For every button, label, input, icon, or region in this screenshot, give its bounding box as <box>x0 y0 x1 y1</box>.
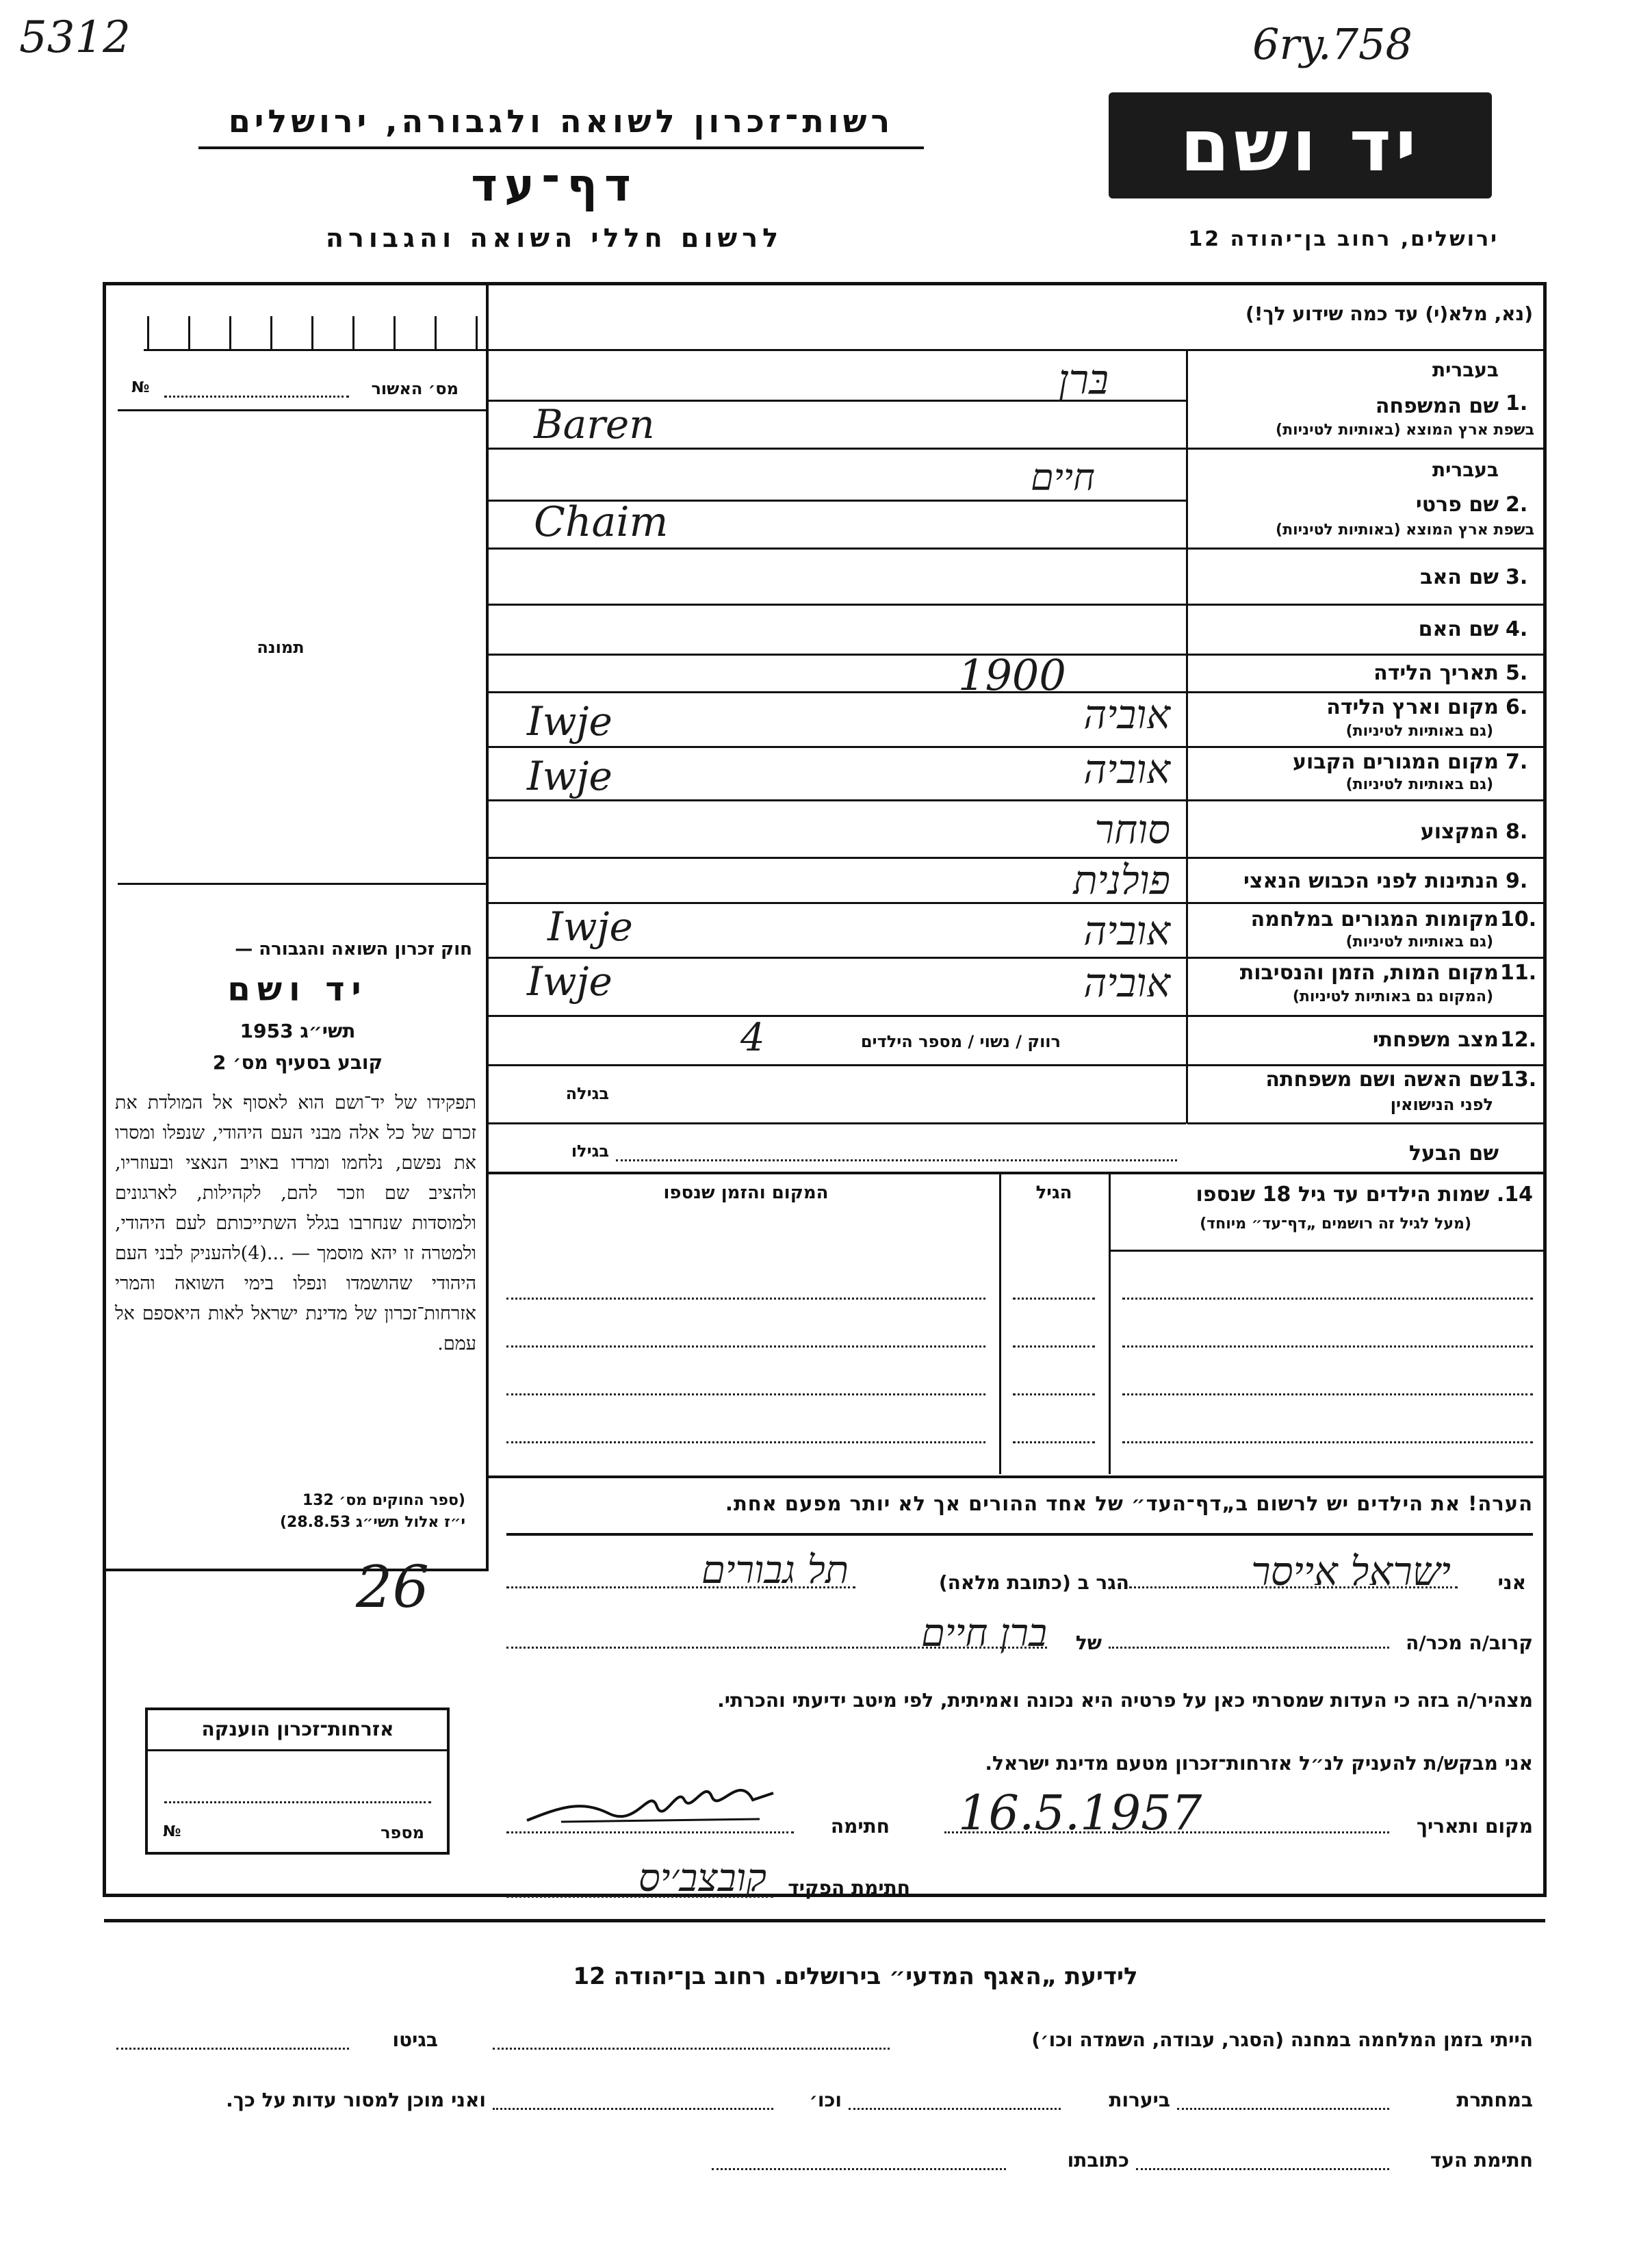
field-10-value: אוביה <box>1083 907 1170 954</box>
field-3-number: 3. <box>1506 565 1528 589</box>
field-11-number: 11. <box>1500 961 1537 985</box>
footer-line2-end: ואני מוכן למסור עדות על כך. <box>226 2089 486 2111</box>
field-9-number: 9. <box>1506 869 1528 893</box>
children-heading: 14. שמות הילדים עד גיל 18 שנספו <box>1196 1183 1533 1207</box>
field-11-note: (המקום גם באותיות לטיניות) <box>1292 988 1493 1005</box>
field-6-value-latin: Iwje <box>527 698 612 745</box>
field-10-label: מקומות המגורים במלחמה <box>1250 907 1499 931</box>
law-source: (ספר החוקים מס׳ 132 <box>302 1492 465 1509</box>
field-7-number: 7. <box>1506 750 1528 774</box>
field-1-value: בּרן <box>1058 356 1109 404</box>
approval-number-sign: № <box>131 379 150 396</box>
org-name: רשות־זכרון לשואה ולגבורה, ירושלים <box>228 103 894 140</box>
field-5-value: 1900 <box>958 650 1066 700</box>
address: ירושלים, רחוב בן־יהודה 12 <box>1188 227 1499 251</box>
field-2-value: חיים <box>1031 456 1095 499</box>
husband-age-label: בגילו <box>571 1142 609 1161</box>
field-12-label: מצב משפחתי <box>1372 1028 1499 1052</box>
children-col-place: המקום והזמן שנספו <box>663 1183 829 1203</box>
law-text: תפקידו של יד־ושם הוא לאסוף אל המולדת את זכרם של כל אלה מבני העם היהודי, שנפלו ומסרו את נפשם, נלחמו ומרדו באויב הנאצי ובעוזריו, ולהציב שם וזכר להם, לקהילות, לארגונים ולמוסדות שנחרבו בגלל השתייכותם לעם היהודי, ולמטרה זו יהא מוסמך — ...(4)להעניק לבני העם היהודי שהושמדו ונפלו בימי השואה והמרי אזרחות־זכרון של מדינת ישראל לאות היאספם אל עמם. <box>115 1092 476 1354</box>
footer-line2-mid: ביערות <box>1109 2089 1170 2111</box>
field-10-value-latin: Iwje <box>547 903 633 950</box>
field-4-label: שם האם <box>1418 617 1499 641</box>
field-10-number: 10. <box>1500 907 1537 931</box>
official-signature-label: חתימת הפקיד <box>788 1877 910 1899</box>
page-title: דף־עד <box>471 159 638 211</box>
field-2-number: 2. <box>1506 493 1528 517</box>
field-13-number: 13. <box>1500 1068 1537 1092</box>
field-1-value-latin: Baren <box>534 401 655 448</box>
field-1-number: 1. <box>1506 391 1528 415</box>
field-5-label: תאריך הלידה <box>1373 661 1499 685</box>
field-2-hebrew-tag: בעברית <box>1432 459 1499 481</box>
law-source-date: י״ז אלול תשי״ג 28.8.53) <box>279 1514 465 1531</box>
date-value: 16.5.1957 <box>958 1785 1202 1841</box>
field-13-label: שם האשה ושם משפחתה <box>1265 1068 1499 1092</box>
citizenship-number-sign: № <box>163 1823 181 1840</box>
footer-line1-label: הייתי בזמן המלחמה במחנה (הסגר, עבודה, השמדה וכו׳) <box>1031 2028 1533 2051</box>
field-7-value-latin: Iwje <box>527 753 612 799</box>
field-13-age-label: בגילה <box>565 1084 609 1103</box>
field-6-value: אוביה <box>1083 691 1170 738</box>
field-1-note: בשפת ארץ המוצא (באותיות לטיניות) <box>1276 422 1534 439</box>
field-11-value-latin: Iwje <box>527 958 612 1005</box>
children-heading-note: (מעל לגיל זה רושמים „דף־עד״ מיוחד) <box>1200 1215 1471 1233</box>
column-divider <box>486 283 489 1570</box>
field-8-label: המקצוע <box>1420 820 1499 844</box>
relative-label: קרוב/ה מכר/ה <box>1406 1632 1533 1654</box>
field-6-note: (גם באותיות לטיניות) <box>1345 723 1493 740</box>
citizenship-title: אזרחות־זכרון הוענקה <box>201 1718 394 1740</box>
field-7-value: אוביה <box>1083 746 1170 792</box>
photo-label: תמונה <box>257 638 305 657</box>
instruction: (נא, מלא(י) עד כמה שידוע לך!) <box>1245 302 1533 325</box>
field-8-number: 8. <box>1506 820 1528 844</box>
husband-label: שם הבעל <box>1408 1142 1499 1165</box>
corner-mark-left: 5312 <box>19 12 131 63</box>
field-2-value-latin: Chaim <box>534 498 669 546</box>
field-7-label: מקום המגורים הקבוע <box>1293 750 1499 774</box>
witness-resides-label: הגר ב (כתובת מלאה) <box>938 1571 1129 1594</box>
footer-line2-start: במחתרת <box>1456 2089 1533 2111</box>
signature-label: חתימה <box>830 1815 890 1838</box>
field-4-number: 4. <box>1506 617 1528 641</box>
field-1-label: שם המשפחה <box>1375 394 1499 418</box>
law-clause: קובע בסעיף מס׳ 2 <box>212 1051 383 1074</box>
field-1-hebrew-tag: בעברית <box>1432 359 1499 381</box>
corner-mark-right: 6ry.758 <box>1252 19 1412 69</box>
field-6-number: 6. <box>1506 695 1528 719</box>
footer-notice: לידיעת „האגף המדעי״ בירושלים. רחוב בן־יהודה 12 <box>573 1963 1138 1990</box>
witness-i-label: אני <box>1497 1571 1526 1594</box>
field-5-number: 5. <box>1506 661 1528 685</box>
approval-label: מס׳ האשור <box>371 379 459 398</box>
field-9-label: הנתינות לפני הכבוש הנאצי <box>1243 869 1499 893</box>
field-12-number: 12. <box>1500 1028 1537 1052</box>
official-signature: קובצב׳יס <box>638 1856 766 1900</box>
law-title: חוק זכרון השואה והגבורה — <box>235 939 472 959</box>
field-12-children: 4 <box>740 1016 765 1060</box>
place-date-label: מקום ותאריך <box>1416 1815 1533 1838</box>
field-3-label: שם האב <box>1420 565 1499 589</box>
org-underline <box>198 146 924 149</box>
request: אני מבקש/ת להעניק לנ״ל אזרחות־זכרון מטעם מדינת ישראל. <box>985 1752 1533 1775</box>
declaration: מצהיר/ה בזה כי העדות שמסרתי כאן על פרטיה היא נכונה ואמיתית, לפי מיטב ידיעתי והכרתי. <box>717 1689 1533 1712</box>
field-7-note: (גם באותיות לטיניות) <box>1345 776 1493 793</box>
yad-vashem-logo: יד ושם <box>1109 92 1492 198</box>
relative-name: ברן חיים <box>920 1611 1047 1655</box>
relative-of-label: של <box>1075 1632 1102 1654</box>
field-11-label: מקום המות, הזמן והנסיבות <box>1239 961 1499 985</box>
field-12-status-label: רווק / נשוי / מספר הילדים <box>860 1032 1061 1051</box>
field-13-note: לפני הנישואין <box>1390 1095 1493 1114</box>
witness-name: ישראל אייסר <box>1251 1548 1451 1595</box>
law-name: יד ושם <box>227 970 368 1009</box>
citizenship-number-label: מספר <box>380 1823 424 1842</box>
field-9-value: פולנית <box>1073 857 1170 903</box>
field-10-note: (גם באותיות לטיניות) <box>1345 933 1493 951</box>
witness-address: תל גבורים <box>701 1548 849 1593</box>
field-2-note: בשפת ארץ המוצא (באותיות לטיניות) <box>1276 521 1534 539</box>
law-year: תשי״ג 1953 <box>240 1020 356 1042</box>
field-2-label: שם פרטי <box>1415 493 1499 517</box>
page-number-26: 26 <box>356 1554 429 1621</box>
witness-signature <box>520 1759 780 1834</box>
field-8-value: סוחר <box>1094 806 1170 853</box>
footer-line1-end: בגיטו <box>392 2028 438 2051</box>
page-subtitle: לרשום חללי השואה והגבורה <box>325 223 784 253</box>
footer-address-label: כתובתו <box>1067 2149 1129 2172</box>
field-6-label: מקום וארץ הלידה <box>1326 695 1499 719</box>
footer-witness-signature-label: חתימת העד <box>1430 2149 1533 2172</box>
footer-line2-mid2: וכו׳ <box>809 2089 842 2111</box>
children-col-age: הגיל <box>1035 1183 1072 1203</box>
note: הערה! את הילדים יש לרשום ב„דף־העד״ של אחד ההורים אך לא יותר מפעם אחת. <box>725 1492 1533 1515</box>
field-11-value: אוביה <box>1083 959 1170 1006</box>
